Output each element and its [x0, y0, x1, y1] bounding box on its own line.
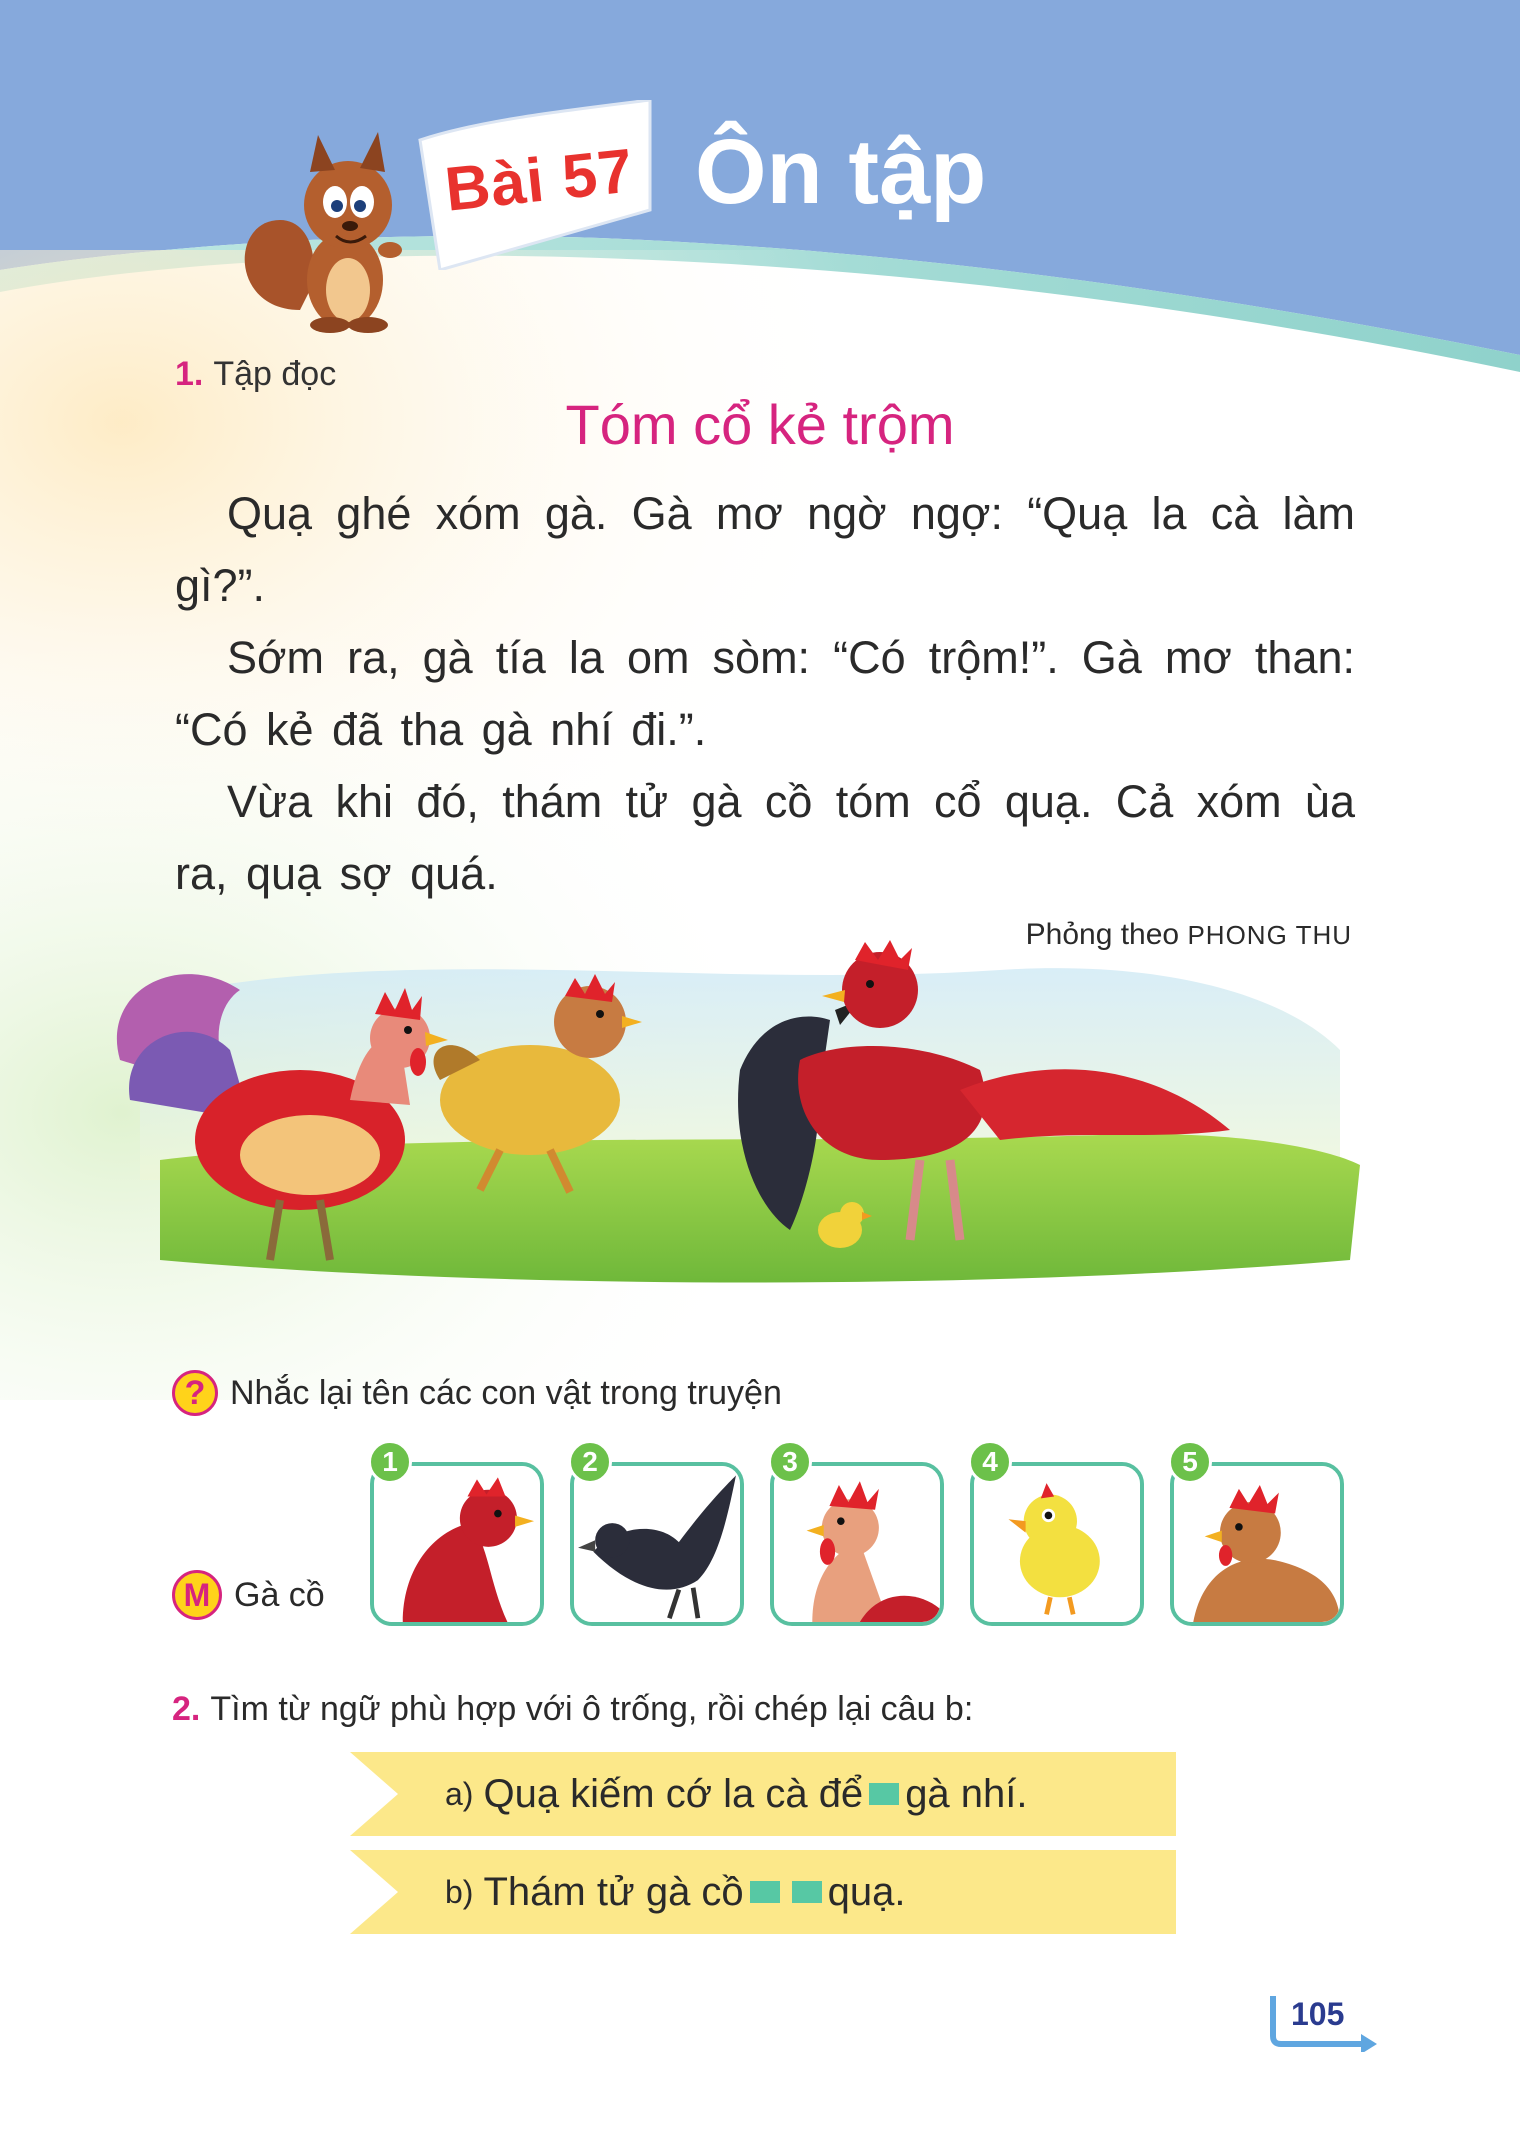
- section-1-label: Tập đọc: [213, 355, 337, 393]
- model-text: Gà cồ: [234, 1575, 325, 1614]
- question-badge-icon: ?: [172, 1370, 218, 1416]
- exercise-text-after: gà nhí.: [905, 1771, 1028, 1816]
- crow-icon: [574, 1466, 740, 1622]
- story-title: Tóm cổ kẻ trộm: [565, 393, 955, 456]
- section-2-heading: [172, 1690, 973, 1729]
- section-1-heading: [175, 355, 336, 394]
- red-rooster-icon: [374, 1466, 540, 1622]
- exercise-label: a): [445, 1775, 474, 1812]
- hen-icon: [1174, 1466, 1340, 1622]
- animal-card-5: [1170, 1462, 1344, 1626]
- page-number: [1265, 1992, 1385, 2052]
- exercise-b: [350, 1850, 1176, 1934]
- lesson-number: Bài 57: [441, 136, 637, 225]
- exercise-text-after: quạ.: [827, 1869, 906, 1914]
- story-paragraph: Vừa khi đó, thám tử gà cồ tóm cổ quạ. Cả xóm ùa ra, quạ sợ quá.: [175, 776, 1355, 899]
- card-number: 5: [1168, 1440, 1212, 1484]
- story-illustration: [100, 930, 1380, 1330]
- exercise-text-before: Quạ kiếm cớ la cà để: [483, 1771, 864, 1816]
- section-2-text: Tìm từ ngữ phù hợp với ô trống, rồi chép lại câu b:: [210, 1690, 974, 1728]
- card-number: 4: [968, 1440, 1012, 1484]
- section-1-number: 1.: [175, 355, 204, 393]
- model-badge-icon: M: [172, 1570, 222, 1620]
- source-prefix: Phỏng theo: [1025, 918, 1180, 951]
- animal-card-1: [370, 1462, 544, 1626]
- answer-blank[interactable]: [750, 1881, 780, 1903]
- story-paragraph: Sớm ra, gà tía la om sòm: “Có trộm!”. Gà mơ than: “Có kẻ đã tha gà nhí đi.”.: [175, 632, 1355, 755]
- exercise-label: b): [445, 1873, 474, 1910]
- answer-blank[interactable]: [792, 1881, 822, 1903]
- exercise-a: [350, 1752, 1176, 1836]
- story-text: [175, 478, 1355, 910]
- question-row: [172, 1370, 782, 1416]
- animal-card-4: [970, 1462, 1144, 1626]
- lesson-title: Ôn tập: [695, 121, 987, 223]
- section-2-number: 2.: [172, 1690, 201, 1728]
- chick-icon: [974, 1466, 1140, 1622]
- question-text: Nhắc lại tên các con vật trong truyện: [230, 1373, 782, 1412]
- page-number-text: 105: [1291, 1996, 1345, 2032]
- exercise-text-before: Thám tử gà cồ: [483, 1869, 744, 1914]
- card-number: 3: [768, 1440, 812, 1484]
- animal-card-3: [770, 1462, 944, 1626]
- answer-blank[interactable]: [869, 1783, 899, 1805]
- animal-card-2: [570, 1462, 744, 1626]
- card-number: 2: [568, 1440, 612, 1484]
- story-paragraph: Quạ ghé xóm gà. Gà mơ ngờ ngợ: “Quạ la cà làm gì?”.: [175, 488, 1355, 611]
- model-answer: [172, 1570, 325, 1620]
- rooster-icon: [774, 1466, 940, 1622]
- source-author: PHONG THU: [1187, 920, 1352, 950]
- card-number: 1: [368, 1440, 412, 1484]
- squirrel-mascot-icon: [240, 110, 440, 340]
